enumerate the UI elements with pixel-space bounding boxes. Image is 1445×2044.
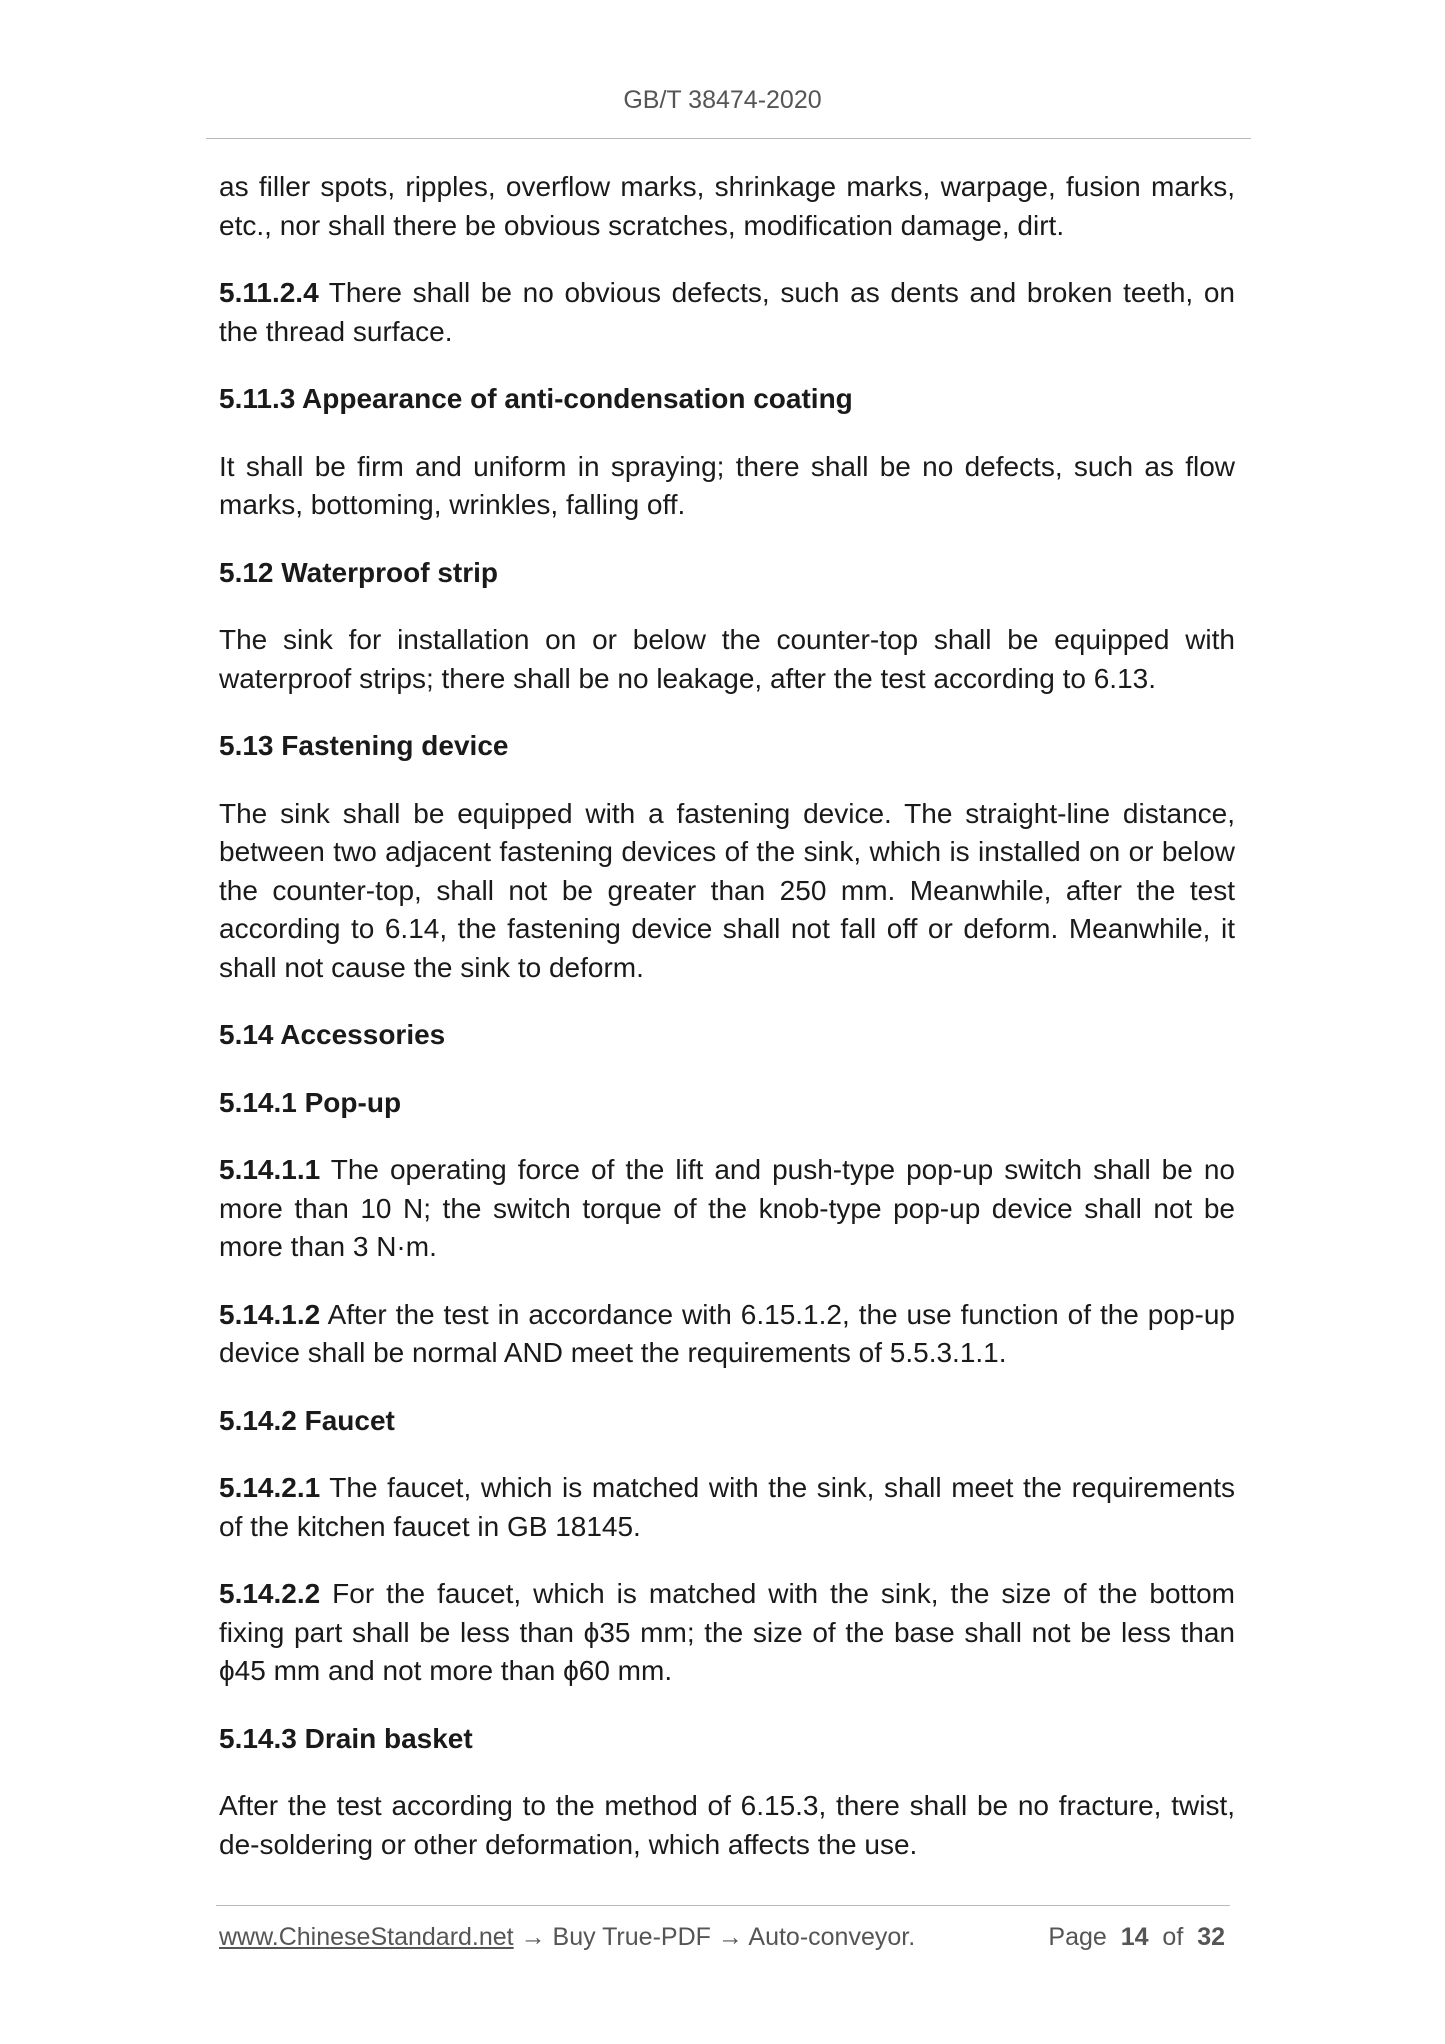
clause-number: 5.14.2.2	[219, 1578, 321, 1609]
heading-5-14-1: 5.14.1 Pop-up	[219, 1086, 402, 1118]
paragraph-waterproof: The sink for installation on or below the counter-top shall be equipped with waterproof strips; there shall be no leakage, after the test according to 6.13.	[219, 624, 1235, 694]
heading-5-13: 5.13 Fastening device	[219, 730, 509, 761]
header-divider	[206, 138, 1251, 139]
clause-text: The operating force of the lift and push-type pop-up switch shall be no more than 10 N; the switch torque of the knob-type pop-up device shall not be more than 3 N·m.	[219, 1154, 1235, 1262]
clause-5-14-1-1	[219, 1151, 1235, 1267]
page-current: 14	[1120, 1923, 1149, 1951]
heading-5-14: 5.14 Accessories	[219, 1019, 446, 1050]
clause-text: After the test in accordance with 6.15.1.2, the use function of the pop-up device shall be normal AND meet the requirements of 5.5.3.1.1.	[219, 1298, 1235, 1368]
page-total: 32	[1197, 1923, 1225, 1951]
heading-5-14-3: 5.14.3 Drain basket	[219, 1722, 473, 1754]
document-body	[219, 168, 1235, 1893]
footer-divider	[216, 1905, 1230, 1906]
clause-text: For the faucet, which is matched with the sink, the size of the bottom fixing part shall be less than ϕ35 mm; the size of the base shall not be less than ϕ45 mm and not more than ϕ60 mm.	[219, 1578, 1235, 1686]
clause-5-14-1-2	[219, 1296, 1235, 1373]
clause-5-11-2-4	[219, 274, 1235, 351]
heading-5-12: 5.12 Waterproof strip	[219, 556, 499, 588]
paragraph-coating: It shall be firm and uniform in spraying; there shall be no defects, such as flow marks, bottoming, wrinkles, falling off.	[219, 450, 1235, 520]
paragraph-drain-basket: After the test according to the method of 6.15.3, there shall be no fracture, twist, de-soldering or other deformation, which affects the use.	[219, 1790, 1235, 1860]
paragraph-continued: as filler spots, ripples, overflow marks, shrinkage marks, warpage, fusion marks, etc., nor shall there be obvious scratches, modification damage, dirt.	[219, 171, 1235, 241]
clause-text: The faucet, which is matched with the sink, shall meet the requirements of the kitchen faucet in GB 18145.	[219, 1472, 1235, 1542]
standard-code: GB/T 38474-2020	[623, 86, 822, 114]
clause-number: 5.14.2.1	[219, 1472, 321, 1503]
heading-5-11-3: 5.11.3 Appearance of anti-condensation coating	[219, 383, 853, 414]
page-word: Page	[1048, 1923, 1107, 1951]
footer-trail: → Buy True-PDF → Auto-conveyor.	[513, 1923, 916, 1951]
page-header	[0, 86, 1445, 115]
page-indicator	[1048, 1923, 1225, 1952]
clause-number: 5.11.2.4	[219, 277, 319, 308]
footer-promo	[219, 1923, 915, 1952]
of-word: of	[1162, 1923, 1184, 1951]
chinesestandard-link[interactable]: www.ChineseStandard.net	[219, 1923, 514, 1951]
paragraph-fastening: The sink shall be equipped with a fastening device. The straight-line distance, between two adjacent fastening devices of the sink, which is installed on or below the counter-top, shall not be greater than 250 mm. Meanwhile, after the test according to 6.14, the fastening device shall not fall off or deform. Meanwhile, it shall not cause the sink to deform.	[219, 797, 1235, 983]
clause-number: 5.14.1.1	[219, 1154, 321, 1185]
clause-number: 5.14.1.2	[219, 1298, 321, 1330]
clause-text: There shall be no obvious defects, such as dents and broken teeth, on the thread surface.	[219, 277, 1235, 347]
clause-5-14-2-2	[219, 1575, 1235, 1691]
heading-5-14-2: 5.14.2 Faucet	[219, 1404, 395, 1436]
clause-5-14-2-1	[219, 1469, 1235, 1546]
